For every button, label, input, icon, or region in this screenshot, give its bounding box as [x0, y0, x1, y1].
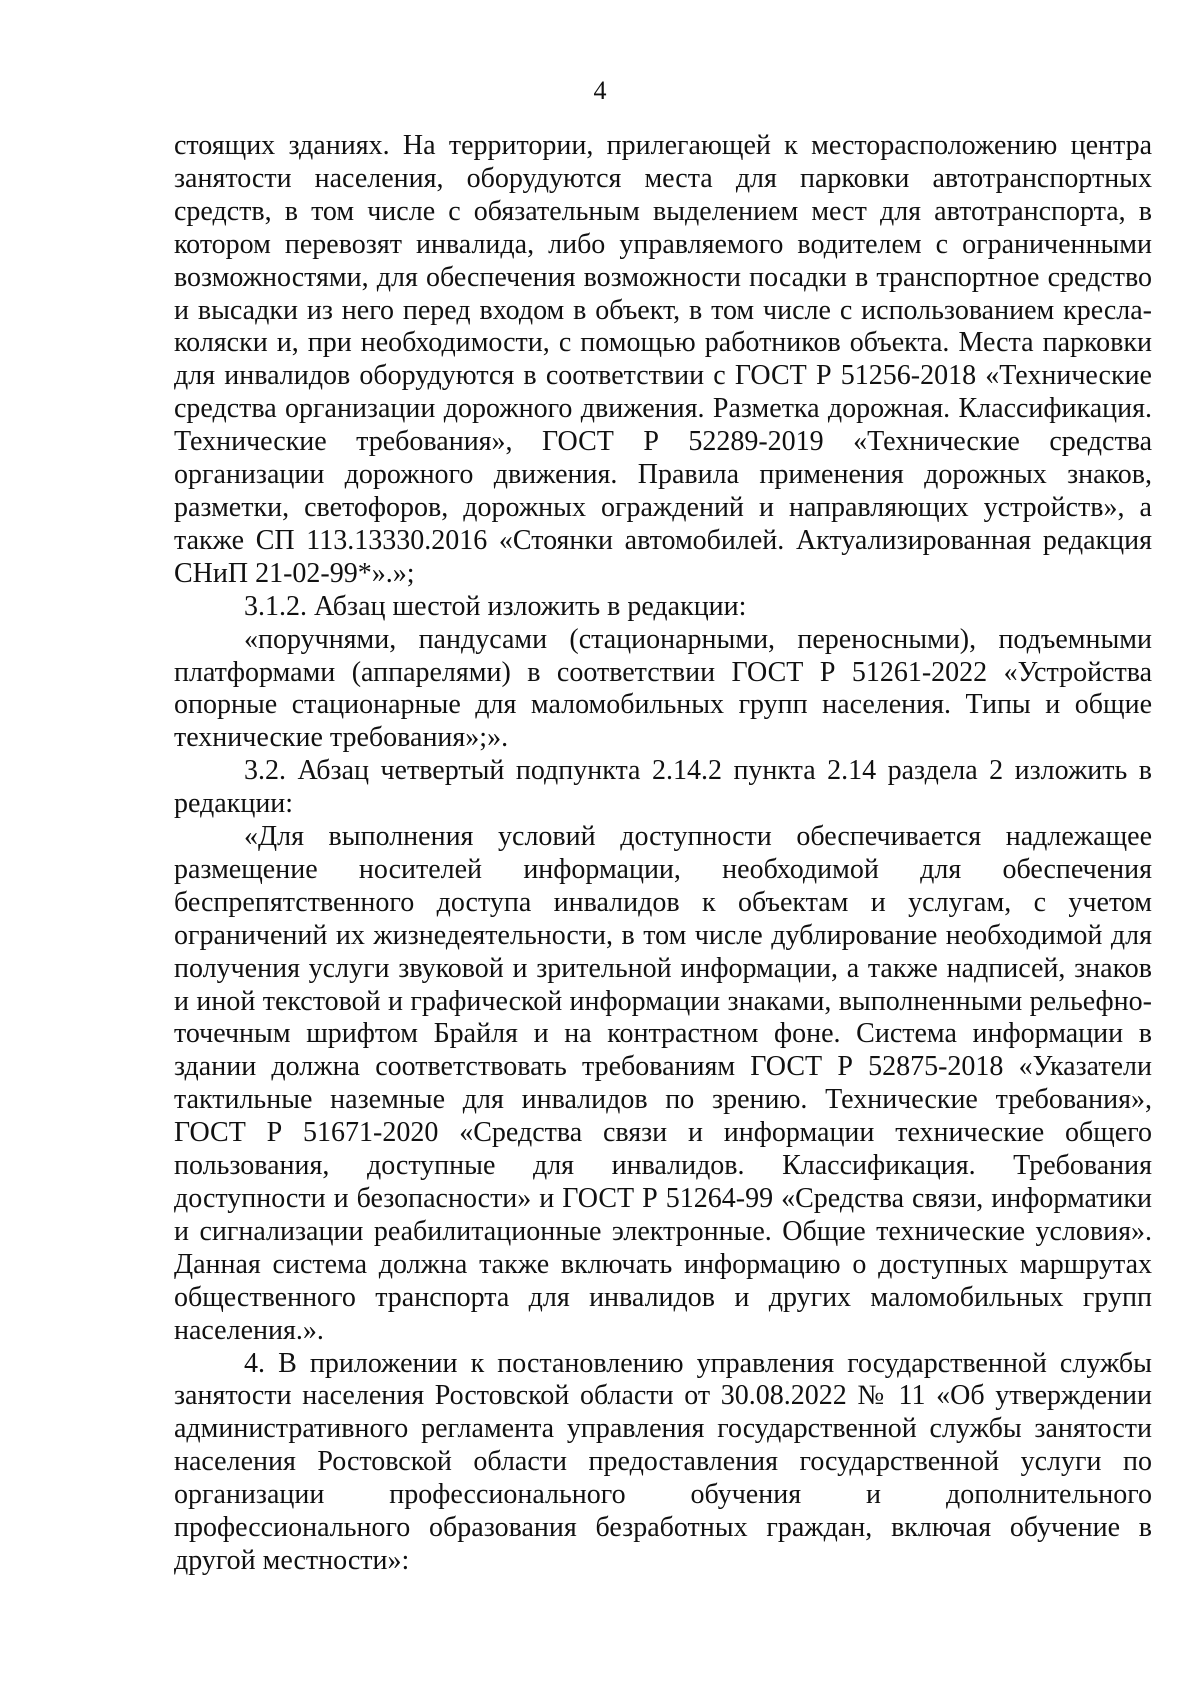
document-body [174, 130, 1152, 1578]
paragraph-3-2: 3.2. Абзац четвертый подпункта 2.14.2 пункта 2.14 раздела 2 изложить в редакции: [174, 755, 1152, 820]
paragraph-parking: стоящих зданиях. На территории, прилегающей к месторасположению центра занятости населения, оборудуются места для парковки автотранспортных средств, в том числе с обязательным выделением мест для автотранспорта, в котором перевозят инвалида, либо управляемого водителем с ограниченными возможностями, для обеспечения возможности посадки в транспортное средство и высадки из него перед входом в объект, в том числе с использованием кресла-коляски и, при необходимости, с помощью работников объекта. Места парковки для инвалидов оборудуются в соответствии с ГОСТ Р 51256-2018 «Технические средства организации дорожного движения. Разметка дорожная. Классификация. Технические требования», ГОСТ Р 52289-2019 «Технические средства организации дорожного движения. Правила применения дорожных знаков, разметки, светофоров, дорожных ограждений и направляющих устройств», а также СП 113.13330.2016 «Стоянки автомобилей. Актуализированная редакция СНиП 21-02-99*».»; [174, 130, 1152, 589]
paragraph-handrails: «поручнями, пандусами (стационарными, переносными), подъемными платформами (аппарелями) в соответствии ГОСТ Р 51261-2022 «Устройства опорные стационарные для маломобильных групп населения. Типы и общие технические требования»;». [174, 623, 1152, 754]
paragraph-accessibility: «Для выполнения условий доступности обеспечивается надлежащее размещение носителей информации, необходимой для обеспечения беспрепятственного доступа инвалидов к объектам и услугам, с учетом ограничений их жизнедеятельности, в том числе дублирование необходимой для получения услуги звуковой и зрительной информации, а также надписей, знаков и иной текстовой и графической информации знаками, выполненными рельефно-точечным шрифтом Брайля и на контрастном фоне. Система информации в здании должна соответствовать требованиям ГОСТ Р 52875-2018 «Указатели тактильные наземные для инвалидов по зрению. Технические требования», ГОСТ Р 51671-2020 «Средства связи и информации технические общего пользования, доступные для инвалидов. Классификация. Требования доступности и безопасности» и ГОСТ Р 51264-99 «Средства связи, информатики и сигнализации реабилитационные электронные. Общие технические условия». Данная система должна также включать информацию о доступных маршрутах общественного транспорта для инвалидов и других маломобильных групп населения.». [174, 821, 1152, 1346]
paragraph-3-1-2: 3.1.2. Абзац шестой изложить в редакции: [244, 590, 747, 622]
page-number: 4 [593, 76, 607, 105]
paragraph-4: 4. В приложении к постановлению управления государственной службы занятости населения Ростовской области от 30.08.2022 № 11 «Об утверждении административного регламента управления государственной службы занятости населения Ростовской области предоставления государственной услуги по организации профессионального обучения и дополнительного профессионального образования безработных граждан, включая обучение в другой местности»: [174, 1347, 1152, 1576]
